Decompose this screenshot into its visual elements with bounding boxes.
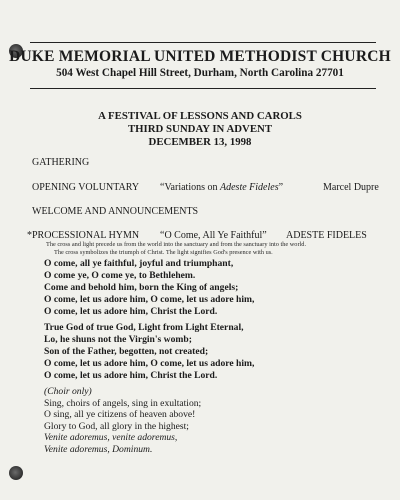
hymn-line: O come, let us adore him, Christ the Lord. xyxy=(44,369,218,381)
voluntary-title-post: ” xyxy=(278,182,284,193)
punch-hole-bottom xyxy=(9,466,23,480)
festival-date: DECEMBER 13, 1998 xyxy=(148,136,252,148)
hymn-line: O come, let us adore him, O come, let us adore him, xyxy=(44,357,255,369)
opening-voluntary-composer: Marcel Dupre xyxy=(323,182,379,193)
hymn-line: O sing, all ye citizens of heaven above! xyxy=(44,409,196,421)
hymn-verse-3 xyxy=(44,386,201,456)
welcome-heading: WELCOME AND ANNOUNCEMENTS xyxy=(32,206,199,217)
header-rule-top xyxy=(30,42,376,43)
voluntary-title-italic: Adeste Fideles xyxy=(220,182,279,193)
header-rule-bottom xyxy=(30,88,376,89)
processional-hymn-label: *PROCESSIONAL HYMN xyxy=(27,230,140,241)
opening-voluntary-title xyxy=(160,182,283,193)
processional-hymn-title: “O Come, All Ye Faithful” xyxy=(160,230,267,241)
church-address: 504 West Chapel Hill Street, Durham, North Carolina 27701 xyxy=(56,67,344,79)
hymn-line: O come, let us adore him, Christ the Lord. xyxy=(44,305,218,317)
hymn-verse-1 xyxy=(44,258,254,317)
hymn-line: Son of the Father, begotten, not created; xyxy=(44,345,209,357)
hymn-verse-2 xyxy=(44,322,254,381)
hymn-line: Sing, choirs of angels, sing in exultation; xyxy=(44,397,202,409)
church-name: DUKE MEMORIAL UNITED METHODIST CHURCH xyxy=(9,48,391,65)
hymn-line: Lo, he shuns not the Virgin's womb; xyxy=(44,333,192,345)
voluntary-title-pre: “Variations on xyxy=(160,182,220,193)
rubric-cross-light: The cross and light precede us from the world into the sanctuary and from the sanctuary into the world. xyxy=(46,241,307,248)
hymn-line: True God of true God, Light from Light Eternal, xyxy=(44,322,244,333)
hymn-latin-line: Venite adoremus, Dominum. xyxy=(44,443,153,455)
hymn-line: O come ye, O come ye, to Bethlehem. xyxy=(44,269,196,281)
hymn-latin-line: Venite adoremus, venite adoremus, xyxy=(44,432,178,444)
festival-title: A FESTIVAL OF LESSONS AND CAROLS xyxy=(98,110,302,122)
opening-voluntary-label: OPENING VOLUNTARY xyxy=(32,182,140,193)
festival-sunday: THIRD SUNDAY IN ADVENT xyxy=(127,123,273,135)
gathering-heading: GATHERING xyxy=(32,157,90,168)
hymn-line: O come, let us adore him, O come, let us adore him, xyxy=(44,293,255,305)
hymn-line: O come, all ye faithful, joyful and triumphant, xyxy=(44,258,234,269)
hymn-line: Come and behold him, born the King of angels; xyxy=(44,281,239,293)
processional-hymn-tune: ADESTE FIDELES xyxy=(286,230,367,241)
choir-only-note: (Choir only) xyxy=(44,386,92,397)
hymn-line: Glory to God, all glory in the highest; xyxy=(44,420,189,432)
rubric-cross-symbol: The cross symbolizes the triumph of Christ. The light signifies God's presence with us. xyxy=(54,249,273,256)
